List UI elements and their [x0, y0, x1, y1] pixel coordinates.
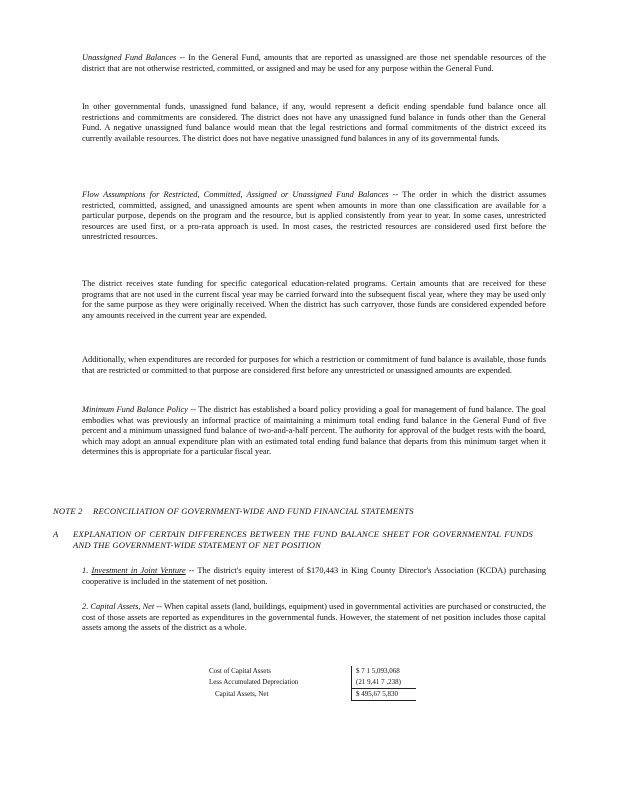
row-value: $ 7 1 5,093,068	[352, 666, 417, 677]
item2-body: -- When capital assets (land, buildings, equipment) used in governmental activities are purchased or constructed, the cost of those assets are reported as expenditures in the governmental funds. However, the statement of net position includes those capital assets among the assets of the district as a whole.	[82, 602, 547, 633]
additionally-paragraph	[82, 355, 546, 376]
flow-body: -- The order in which the district assumes restricted, committed, assigned, and unassigned amounts are spent when amounts in more than one classification are available for a particular purpose, depends on the program and the resource, but is applied consistently from year to year. In some cases, unrestricted resources are used first, or a pro-rata approach is used. In most cases, the restricted resources are considered used first before the unrestricted resources.	[82, 190, 546, 242]
row-label: Less Accumulated Depreciation	[209, 678, 299, 687]
row-label: Cost of Capital Assets	[209, 667, 272, 675]
item2-num: 2.	[82, 602, 89, 611]
row-label: Capital Assets, Net	[215, 690, 269, 698]
minimum-body: -- The district has established a board policy providing a goal for management of fund balance. The goal embodies what was previously an informal practice of maintaining a minimum total ending fund balance in the General Fund of five percent and a minimum unassigned fund balance of two-and-a-half percent. The authority for approval of the budget rests with the board, which may adopt an annual expenditure plan with an estimated total ending fund balance that departs from this minimum target when it determines this is appropriate for a particular fiscal year.	[82, 405, 546, 457]
minimum-paragraph	[82, 405, 546, 458]
item2-paragraph	[82, 602, 546, 634]
section-a-letter: A	[53, 529, 59, 539]
capital-assets-table	[205, 666, 416, 701]
section-a-title: EXPLANATION OF CERTAIN DIFFERENCES BETWEEN THE FUND BALANCE SHEET FOR GOVERNMENTAL FUNDS AND THE GOVERNMENT-WIDE STATEMENT OF NET POSITION	[73, 529, 533, 550]
flow-paragraph	[82, 190, 546, 243]
item2-title: Capital Assets, Net	[90, 602, 155, 611]
unassigned-paragraph	[82, 53, 546, 74]
other-funds-body: In other governmental funds, unassigned fund balance, if any, would represent a deficit ending spendable fund balance once all restrictions and commitments are considered. The district does not have any unassigned fund balance in funds other than the General Fund. A negative unassigned fund balance would mean that the legal restrictions and formal commitments of the district exceed its currently available resources. The district does not have negative unassigned fund balances in any of its governmental funds.	[82, 102, 546, 143]
table-row	[205, 689, 416, 701]
note2-title: RECONCILIATION OF GOVERNMENT-WIDE AND FUND FINANCIAL STATEMENTS	[93, 506, 414, 516]
other-funds-paragraph	[82, 102, 546, 144]
state-funding-body: The district receives state funding for specific categorical education-related programs. Certain amounts that are received for these programs that are not used in the current fiscal year may be carried forward into the subsequent fiscal year, where they may be used only for the same purpose as they were originally received. When the district has such carryover, those funds are considered expended before any amounts received in the current year are expended.	[82, 279, 546, 320]
row-value: (21 9,41 7 ,238)	[352, 677, 417, 689]
row-value: $ 495,67 5,830	[352, 689, 417, 701]
flow-title: Flow Assumptions for Restricted, Committed, Assigned or Unassigned Fund Balances	[82, 190, 389, 199]
table-row	[205, 666, 416, 677]
unassigned-title: Unassigned Fund Balances	[82, 53, 177, 62]
table-row	[205, 677, 416, 689]
state-funding-paragraph	[82, 279, 546, 321]
note2-label: NOTE 2	[53, 506, 83, 516]
unassigned-body: -- In the General Fund, amounts that are reported as unassigned are those net spendable resources of the district that are not otherwise restricted, committed, or assigned and may be used for any purpose within the General Fund.	[82, 53, 546, 73]
item1-title: Investment in Joint Venture	[91, 566, 186, 575]
additionally-body: Additionally, when expenditures are recorded for purposes for which a restriction or commitment of fund balance is available, those funds that are restricted or committed to that purpose are considered first before any unrestricted or unassigned amounts are expended.	[82, 355, 546, 375]
item1-num: 1.	[82, 566, 89, 575]
item1-body: -- The district's equity interest of $170,443 in King County Director's Association (KCDA) purchasing cooperative is included in the statement of net position.	[82, 566, 546, 586]
item1-paragraph	[82, 566, 546, 587]
minimum-title: Minimum Fund Balance Policy	[82, 405, 188, 414]
